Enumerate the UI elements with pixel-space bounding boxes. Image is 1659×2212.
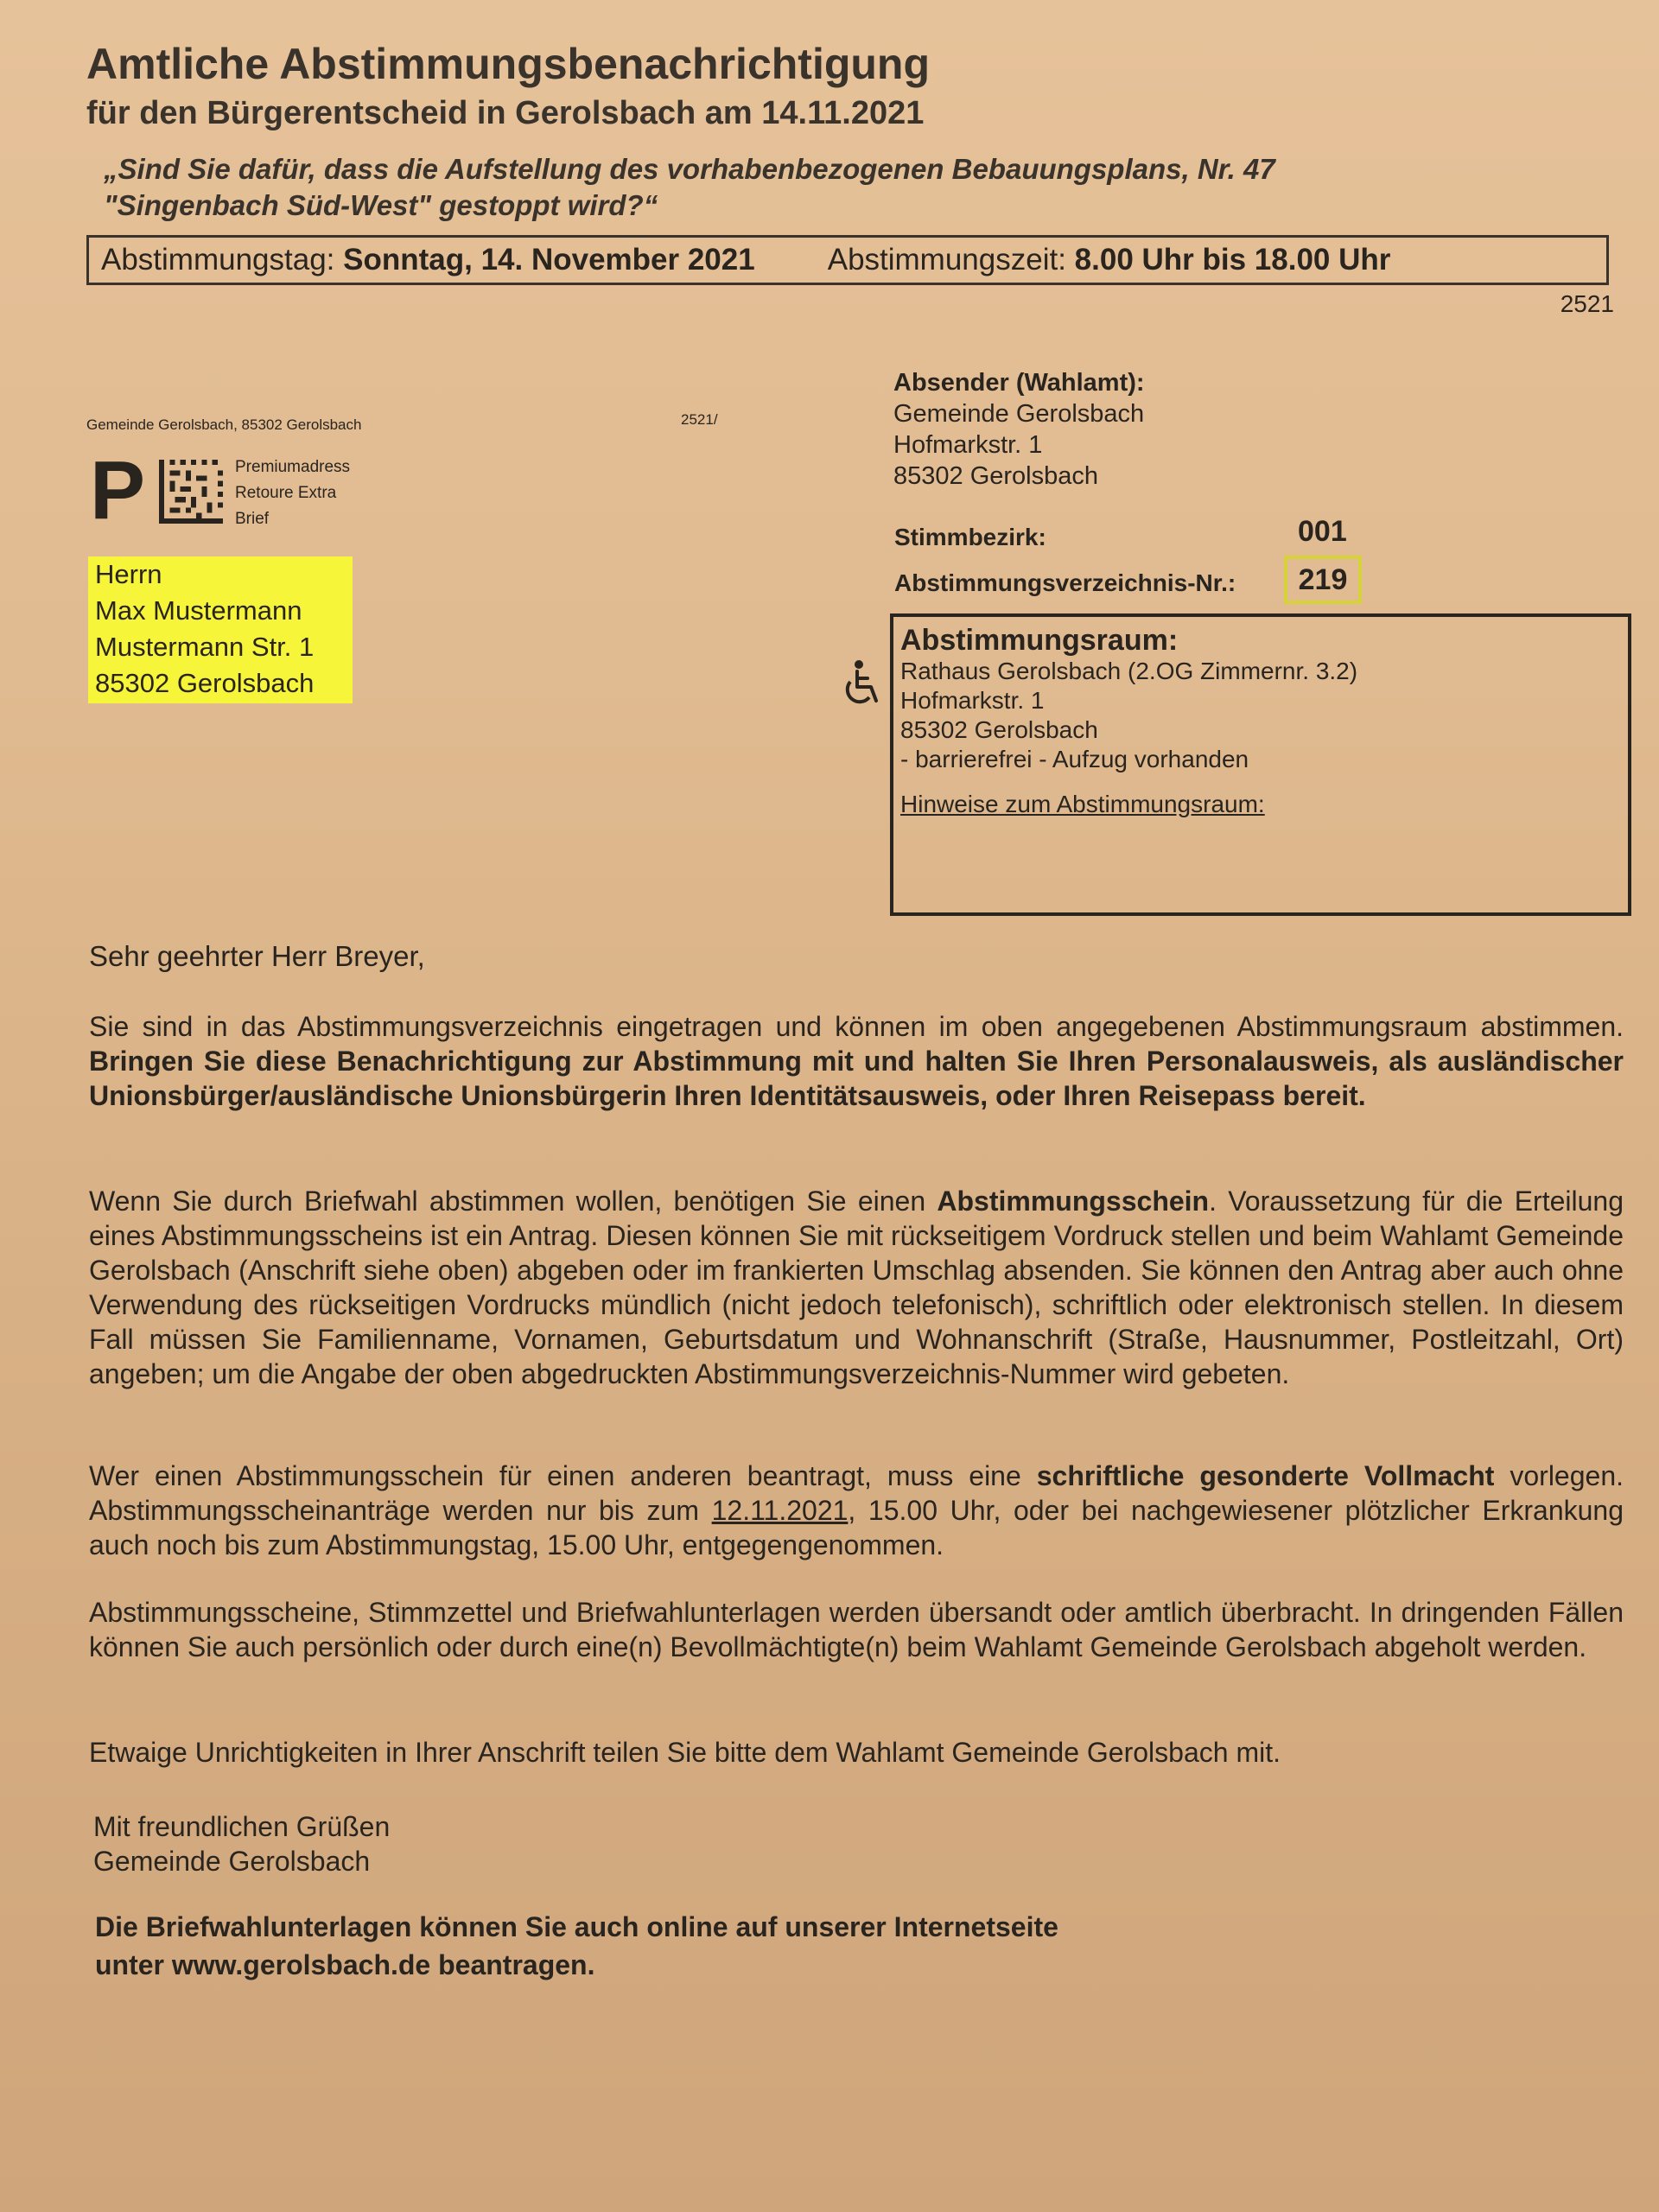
ballot-question-line-2: "Singenbach Süd-West" gestoppt wird?“ xyxy=(104,189,658,221)
datamatrix-code-icon xyxy=(159,460,223,524)
document-title: Amtliche Abstimmungsbenachrichtigung xyxy=(86,40,931,88)
sender-block xyxy=(893,367,1145,492)
paragraph-text: Sie sind in das Abstimmungsverzeichnis eingetragen und können im oben angegebenen Abstimmungsraum abstimmen. xyxy=(89,1011,1624,1042)
paragraph-text: . Voraussetzung für die Erteilung eines Abstimmungsscheins ist ein Antrag. Diesen können Sie mit rückseitigem Vordruck stellen und beim Wahlamt Gemeinde Gerolsbach (Anschrift siehe oben) abgeben oder im frankierten Umschlag absenden. Sie können den Antrag aber auch ohne Verwendung des rückseitigen Vordrucks mündlich (nicht jedoch telefonisch), schriftlich oder elektronisch stellen. In diesem Fall müssen Sie Familienname, Vornamen, Geburtsdatum und Wohnanschrift (Straße, Hausnummer, Postleitzahl, Ort) angeben; um die Angabe der oben abgedruckten Abstimmungsverzeichnis-Nummer wird gebeten. xyxy=(89,1185,1624,1389)
closing xyxy=(93,1809,390,1878)
online-request-note xyxy=(95,1908,1058,1984)
recipient-salutation: Herrn xyxy=(95,559,162,589)
polling-station-line: 85302 Gerolsbach xyxy=(900,716,1098,743)
register-number-label: Abstimmungsverzeichnis-Nr.: xyxy=(894,569,1236,596)
recipient-address xyxy=(88,556,353,703)
paragraph-bold-text: Bringen Sie diese Benachrichtigung zur Abstimmung mit und halten Sie Ihren Personalausweis, als ausländischer Unionsbürger/ausländische Unionsbürgerin Ihren Identitätsausweis, oder Ihren Reisepass bereit. xyxy=(89,1046,1624,1111)
ballot-question xyxy=(104,151,1275,224)
wheelchair-icon xyxy=(838,659,883,708)
greeting: Sehr geehrter Herr Breyer, xyxy=(89,940,425,972)
paragraph-registration xyxy=(89,1009,1624,1113)
premium-line: Retoure Extra xyxy=(235,484,337,502)
paragraph-text: Wenn Sie durch Briefwahl abstimmen wollen, benötigen Sie einen xyxy=(89,1185,938,1217)
sender-code: 2521/ xyxy=(681,411,718,428)
reference-number: 2521 xyxy=(1560,290,1614,317)
voting-day-value: Sonntag, 14. November 2021 xyxy=(343,243,755,276)
paragraph-bold-text: Abstimmungsschein xyxy=(937,1185,1210,1217)
ballot-question-line-1: „Sind Sie dafür, dass die Aufstellung des vorhabenbezogenen Bebauungsplans, Nr. 47 xyxy=(104,153,1275,185)
polling-station-heading: Abstimmungsraum: xyxy=(900,624,1179,657)
voting-time-label: Abstimmungszeit: xyxy=(827,243,1066,276)
recipient-street: Mustermann Str. 1 xyxy=(95,632,315,662)
sender-line: Hofmarkstr. 1 xyxy=(893,431,1043,459)
sender-line: Gemeinde Gerolsbach xyxy=(893,400,1145,428)
sender-heading: Absender (Wahlamt): xyxy=(893,369,1145,397)
online-note-line: Die Briefwahlunterlagen können Sie auch online auf unserer Internetseite xyxy=(95,1911,1058,1942)
polling-station-line: Hofmarkstr. 1 xyxy=(900,687,1045,714)
online-note-line: unter www.gerolsbach.de beantragen. xyxy=(95,1949,595,1980)
paragraph-power-of-attorney xyxy=(89,1459,1624,1562)
paragraph-text: vorlegen. Abstimmungsscheinanträge werden nur bis zum xyxy=(89,1460,1624,1526)
voting-day-label: Abstimmungstag: xyxy=(101,243,335,276)
recipient-name: Max Mustermann xyxy=(95,595,302,626)
premium-line: Premiumadress xyxy=(235,458,351,476)
deadline-date: 12.11.2021 xyxy=(711,1495,849,1526)
voting-district-value: 001 xyxy=(1298,515,1347,548)
voting-district-label: Stimmbezirk: xyxy=(894,524,1046,550)
register-number-value: 219 xyxy=(1284,556,1362,604)
closing-line: Mit freundlichen Grüßen xyxy=(93,1811,391,1842)
premiumadress-label xyxy=(235,454,350,532)
paragraph-corrections: Etwaige Unrichtigkeiten in Ihrer Anschrift teilen Sie bitte dem Wahlamt Gemeinde Gerolsbach mit. xyxy=(89,1737,1281,1768)
sender-line: 85302 Gerolsbach xyxy=(893,462,1098,490)
polling-station-line: - barrierefrei - Aufzug vorhanden xyxy=(900,746,1249,772)
paragraph-text: , 15.00 Uhr, oder bei nachgewiesener plötzlicher Erkrankung auch noch bis zum Abstimmungstag, 15.00 Uhr, entgegengenommen. xyxy=(89,1495,1624,1560)
closing-signature: Gemeinde Gerolsbach xyxy=(93,1846,371,1877)
paragraph-postal-vote xyxy=(89,1184,1624,1391)
paragraph-delivery: Abstimmungsscheine, Stimmzettel und Briefwahlunterlagen werden übersandt oder amtlich überbracht. In dringenden Fällen können Sie auch persönlich oder durch eine(n) Bevollmächtigte(n) beim Wahlamt Gemeinde Gerolsbach abgeholt werden. xyxy=(89,1597,1624,1662)
polling-station-box xyxy=(890,613,1631,916)
voting-time-value: 8.00 Uhr bis 18.00 Uhr xyxy=(1074,243,1391,276)
premium-line: Brief xyxy=(235,510,270,528)
document-subtitle: für den Bürgerentscheid in Gerolsbach am 14.11.2021 xyxy=(86,95,925,131)
paragraph-text: Wer einen Abstimmungsschein für einen anderen beantragt, muss eine xyxy=(89,1460,1037,1491)
postage-p-mark: P xyxy=(90,444,146,537)
paragraph-bold-text: schriftliche gesonderte Vollmacht xyxy=(1036,1460,1495,1491)
recipient-city: 85302 Gerolsbach xyxy=(95,668,315,698)
return-address-line: Gemeinde Gerolsbach, 85302 Gerolsbach xyxy=(86,416,362,433)
polling-station-hints: Hinweise zum Abstimmungsraum: xyxy=(900,791,1265,817)
voting-day-box xyxy=(86,235,1609,285)
polling-station-line: Rathaus Gerolsbach (2.OG Zimmernr. 3.2) xyxy=(900,658,1358,684)
